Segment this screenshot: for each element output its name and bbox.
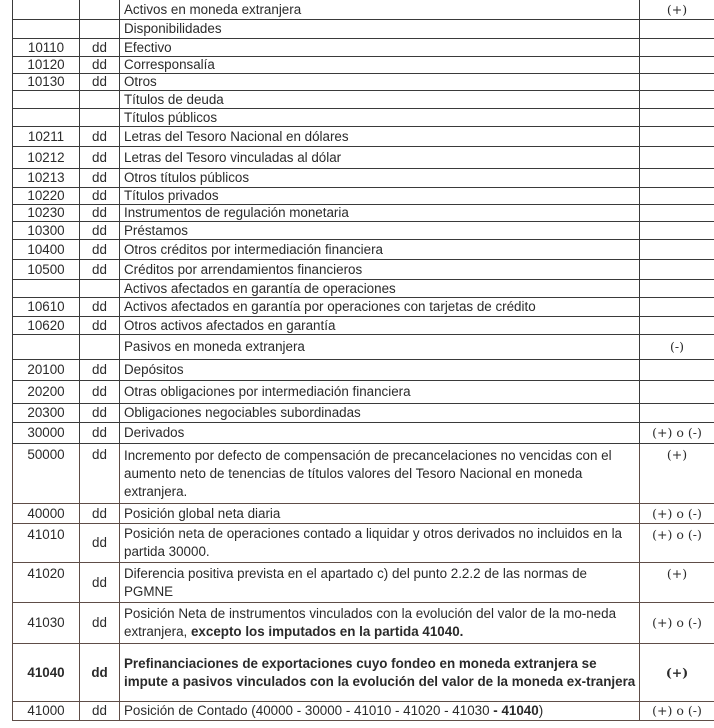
dd-cell: dd — [80, 381, 120, 404]
table-row — [13, 603, 714, 644]
table-row — [13, 563, 714, 603]
sign-cell — [640, 188, 714, 205]
dd-cell — [80, 280, 120, 298]
code-cell: 10220 — [13, 188, 80, 205]
code-cell: 10212 — [13, 147, 80, 169]
table-row — [13, 444, 714, 504]
description-cell: Posición neta de operaciones contado a liquidar y otros derivados no incluidos en la partida 30000. — [120, 524, 640, 563]
sign-cell — [640, 169, 714, 188]
table-row — [13, 702, 714, 721]
table-row — [13, 127, 714, 147]
table-row — [13, 335, 714, 360]
description-cell: Títulos privados — [120, 188, 640, 205]
description-cell: Obligaciones negociables subordinadas — [120, 404, 640, 423]
table-row — [13, 504, 714, 524]
description-cell: Prefinanciaciones de exportaciones cuyo fondeo en moneda extranjera se impute a pasivos vinculados con la evolución del valor de la moneda ex-tranjera — [120, 644, 640, 702]
sign-cell — [640, 74, 714, 91]
dd-cell: dd — [80, 222, 120, 240]
description-cell: Incremento por defecto de compensación de precancelaciones no vencidas con el aumento neto de tenencias de títulos valores del Tesoro Nacional en moneda extranjera. — [120, 444, 640, 504]
sign-cell: (+) o (-) — [640, 504, 714, 524]
sign-cell — [640, 20, 714, 39]
dd-cell: dd — [80, 444, 120, 504]
table-row — [13, 91, 714, 109]
code-cell: 10211 — [13, 127, 80, 147]
table-row — [13, 169, 714, 188]
code-cell: 20300 — [13, 404, 80, 423]
description-cell: Posición global neta diaria — [120, 504, 640, 524]
description-cell: Pasivos en moneda extranjera — [120, 335, 640, 360]
dd-cell: dd — [80, 360, 120, 381]
code-cell: 10300 — [13, 222, 80, 240]
description-cell: Préstamos — [120, 222, 640, 240]
dd-cell — [80, 335, 120, 360]
dd-cell: dd — [80, 423, 120, 444]
table-row — [13, 280, 714, 298]
sign-cell: (+) — [640, 563, 714, 603]
dd-cell: dd — [80, 298, 120, 317]
sign-cell — [640, 317, 714, 335]
code-cell: 41010 — [13, 524, 80, 563]
account-codes-table — [12, 0, 714, 721]
code-cell: 40000 — [13, 504, 80, 524]
code-cell: 10110 — [13, 39, 80, 57]
dd-cell: dd — [80, 127, 120, 147]
code-cell: 10620 — [13, 317, 80, 335]
sign-cell — [640, 39, 714, 57]
dd-cell — [80, 109, 120, 127]
table-row — [13, 222, 714, 240]
description-cell: Corresponsalía — [120, 57, 640, 74]
code-cell: 50000 — [13, 444, 80, 504]
dd-cell: dd — [80, 74, 120, 91]
code-cell: 20100 — [13, 360, 80, 381]
dd-cell — [80, 0, 120, 20]
sign-cell: (+) — [640, 644, 714, 702]
sign-cell — [640, 205, 714, 222]
sign-cell: (+) — [640, 0, 714, 20]
dd-cell — [80, 91, 120, 109]
code-cell — [13, 109, 80, 127]
code-cell — [13, 335, 80, 360]
sign-cell — [640, 127, 714, 147]
dd-cell: dd — [80, 205, 120, 222]
table-row — [13, 298, 714, 317]
description-cell: Otros — [120, 74, 640, 91]
description-cell: Efectivo — [120, 39, 640, 57]
description-cell: Otras obligaciones por intermediación financiera — [120, 381, 640, 404]
description-cell: Letras del Tesoro Nacional en dólares — [120, 127, 640, 147]
dd-cell: dd — [80, 702, 120, 721]
description-text: Posición de Contado (40000 - 30000 - 41010 - 41020 - 41030 — [124, 703, 490, 718]
code-cell: 10213 — [13, 169, 80, 188]
description-bold-text: excepto los imputados en la partida 41040. — [187, 624, 464, 639]
table-row — [13, 74, 714, 91]
table-row — [13, 20, 714, 39]
sign-cell — [640, 147, 714, 169]
sign-cell — [640, 240, 714, 260]
table-row — [13, 360, 714, 381]
dd-cell: dd — [80, 169, 120, 188]
code-cell: 10610 — [13, 298, 80, 317]
sign-cell — [640, 260, 714, 280]
dd-cell: dd — [80, 260, 120, 280]
table-row — [13, 317, 714, 335]
code-cell: 30000 — [13, 423, 80, 444]
code-cell — [13, 0, 80, 20]
description-cell: Otros créditos por intermediación financiera — [120, 240, 640, 260]
code-cell — [13, 20, 80, 39]
dd-cell: dd — [80, 188, 120, 205]
table-row — [13, 109, 714, 127]
dd-cell: dd — [80, 404, 120, 423]
code-cell: 10130 — [13, 74, 80, 91]
dd-cell: dd — [80, 317, 120, 335]
sign-cell — [640, 222, 714, 240]
code-cell — [13, 91, 80, 109]
table-row — [13, 381, 714, 404]
description-cell: Otros activos afectados en garantía — [120, 317, 640, 335]
description-bold-text: - 41040 — [489, 703, 539, 718]
description-text: Posición Neta de instrumentos vinculados con la evolución del valor de la mo-neda extranjera, — [124, 606, 617, 639]
code-cell: 41040 — [13, 644, 80, 702]
dd-cell: dd — [80, 644, 120, 702]
code-cell: 41020 — [13, 563, 80, 603]
code-cell: 10500 — [13, 260, 80, 280]
code-cell: 20200 — [13, 381, 80, 404]
sign-cell: (+) — [640, 444, 714, 504]
table-row — [13, 423, 714, 444]
description-cell: Letras del Tesoro vinculadas al dólar — [120, 147, 640, 169]
code-cell: 10120 — [13, 57, 80, 74]
sign-cell — [640, 360, 714, 381]
sign-cell: (+) o (-) — [640, 423, 714, 444]
description-cell: Depósitos — [120, 360, 640, 381]
description-cell: Derivados — [120, 423, 640, 444]
code-cell: 10230 — [13, 205, 80, 222]
sign-cell: (+) o (-) — [640, 603, 714, 644]
description-cell: Diferencia positiva prevista en el apartado c) del punto 2.2.2 de las normas de PGMNE — [120, 563, 640, 603]
sign-cell — [640, 381, 714, 404]
sign-cell: (+) o (-) — [640, 702, 714, 721]
dd-cell: dd — [80, 39, 120, 57]
sign-cell — [640, 57, 714, 74]
dd-cell: dd — [80, 147, 120, 169]
table-row — [13, 205, 714, 222]
description-cell: Títulos públicos — [120, 109, 640, 127]
table-row — [13, 404, 714, 423]
description-cell: Otros títulos públicos — [120, 169, 640, 188]
table-row — [13, 524, 714, 563]
sign-cell — [640, 280, 714, 298]
description-cell — [120, 603, 640, 644]
table-row — [13, 240, 714, 260]
dd-cell: dd — [80, 563, 120, 603]
description-cell — [120, 702, 640, 721]
table-row — [13, 57, 714, 74]
table-row — [13, 260, 714, 280]
sign-cell — [640, 404, 714, 423]
dd-cell — [80, 20, 120, 39]
table-row — [13, 0, 714, 20]
description-cell: Títulos de deuda — [120, 91, 640, 109]
code-cell: 41000 — [13, 702, 80, 721]
table-row — [13, 147, 714, 169]
sign-cell — [640, 109, 714, 127]
sign-cell: (-) — [640, 335, 714, 360]
table-row — [13, 39, 714, 57]
description-cell: Activos afectados en garantía de operaciones — [120, 280, 640, 298]
table-row — [13, 188, 714, 205]
description-cell: Disponibilidades — [120, 20, 640, 39]
sign-cell — [640, 91, 714, 109]
description-tail-text: ) — [538, 703, 544, 718]
sign-cell: (+) o (-) — [640, 524, 714, 563]
code-cell: 10400 — [13, 240, 80, 260]
code-cell — [13, 280, 80, 298]
sign-cell — [640, 298, 714, 317]
dd-cell: dd — [80, 603, 120, 644]
description-cell: Activos en moneda extranjera — [120, 0, 640, 20]
description-cell: Instrumentos de regulación monetaria — [120, 205, 640, 222]
code-cell: 41030 — [13, 603, 80, 644]
dd-cell: dd — [80, 524, 120, 563]
dd-cell: dd — [80, 504, 120, 524]
description-cell: Créditos por arrendamientos financieros — [120, 260, 640, 280]
dd-cell: dd — [80, 240, 120, 260]
dd-cell: dd — [80, 57, 120, 74]
description-cell: Activos afectados en garantía por operaciones con tarjetas de crédito — [120, 298, 640, 317]
table-row — [13, 644, 714, 702]
